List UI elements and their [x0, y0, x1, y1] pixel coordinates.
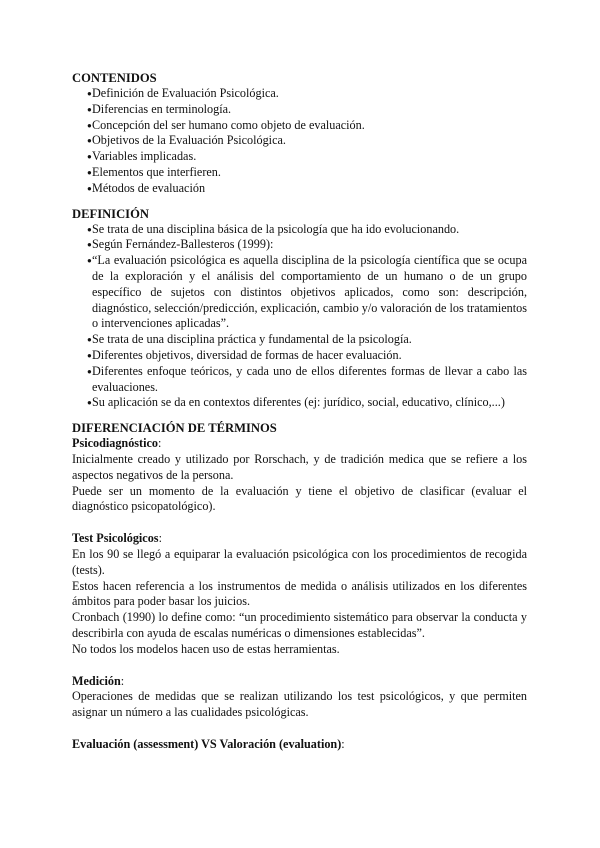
medicion-section: [72, 674, 527, 721]
contenidos-list: [72, 86, 527, 197]
section-title: Medición:: [72, 673, 125, 688]
list-item: ● Definición de Evaluación Psicológica.: [72, 86, 527, 102]
list-item: ● Elementos que interfieren.: [72, 165, 527, 181]
list-item: ● Concepción del ser humano como objeto de evaluación.: [72, 118, 527, 134]
document-content: [72, 70, 527, 753]
list-item: ● Diferentes enfoque teóricos, y cada uno de ellos diferentes formas de llevar a cabo las evaluaciones.: [72, 364, 527, 396]
paragraph: Puede ser un momento de la evaluación y tiene el objetivo de clasificar (evaluar el diagnóstico psicopatológico).: [72, 483, 527, 514]
section-title: Psicodiagnóstico:: [72, 436, 162, 451]
definicion-heading: DEFINICIÓN: [72, 206, 149, 221]
list-item: ● Se trata de una disciplina básica de la psicología que ha ido evolucionando.: [72, 222, 527, 238]
evaluacion-section: [72, 737, 527, 753]
test-section: [72, 531, 527, 657]
diferenciacion-heading: DIFERENCIACIÓN DE TÉRMINOS: [72, 421, 277, 436]
section-title: Evaluación (assessment) VS Valoración (evaluation):: [72, 736, 345, 751]
list-item: ● Variables implicadas.: [72, 149, 527, 165]
section-title: Test Psicológicos:: [72, 531, 162, 546]
list-item: ● Diferencias en terminología.: [72, 102, 527, 118]
paragraph: En los 90 se llegó a equiparar la evaluación psicológica con los procedimientos de recogida (tests).: [72, 546, 527, 577]
contenidos-heading: CONTENIDOS: [72, 71, 157, 85]
list-item: ● Métodos de evaluación: [72, 181, 527, 197]
list-item: ● Diferentes objetivos, diversidad de formas de hacer evaluación.: [72, 348, 527, 364]
paragraph: Operaciones de medidas que se realizan utilizando los test psicológicos, y que permiten asignar un número a las cualidades psicológicas.: [72, 689, 527, 720]
paragraph: Estos hacen referencia a los instrumentos de medida o análisis utilizados en los diferentes ámbitos para poder basar los juicios.: [72, 578, 527, 609]
list-item: ● Según Fernández-Ballesteros (1999):: [72, 237, 527, 253]
paragraph: Cronbach (1990) lo define como: “un procedimiento sistemático para observar la conducta y describirla con ayuda de escalas numéricas o dimensiones establecidas”.: [72, 610, 527, 640]
paragraph: No todos los modelos hacen uso de estas herramientas.: [72, 641, 340, 656]
list-item: ● Se trata de una disciplina práctica y fundamental de la psicología.: [72, 332, 527, 348]
definicion-list: [72, 222, 527, 412]
list-item: ● Su aplicación se da en contextos diferentes (ej: jurídico, social, educativo, clínico,...): [72, 395, 527, 411]
list-item: ● Objetivos de la Evaluación Psicológica.: [72, 133, 527, 149]
psicodiagnostico-section: [72, 436, 527, 515]
list-item: ● “La evaluación psicológica es aquella disciplina de la psicología científica que se ocupa de la exploración y el análisis del comportamiento de un humano o de un grupo específico de sujetos con distintos objetivos aplicados, como son: descripción, diagnóstico, selección/predicción, explicación, cambio y/o valoración de los tratamientos o intervenciones aplicadas”.: [72, 253, 527, 332]
paragraph: Inicialmente creado y utilizado por Rorschach, y de tradición medica que se refiere a los aspectos negativos de la persona.: [72, 451, 527, 482]
